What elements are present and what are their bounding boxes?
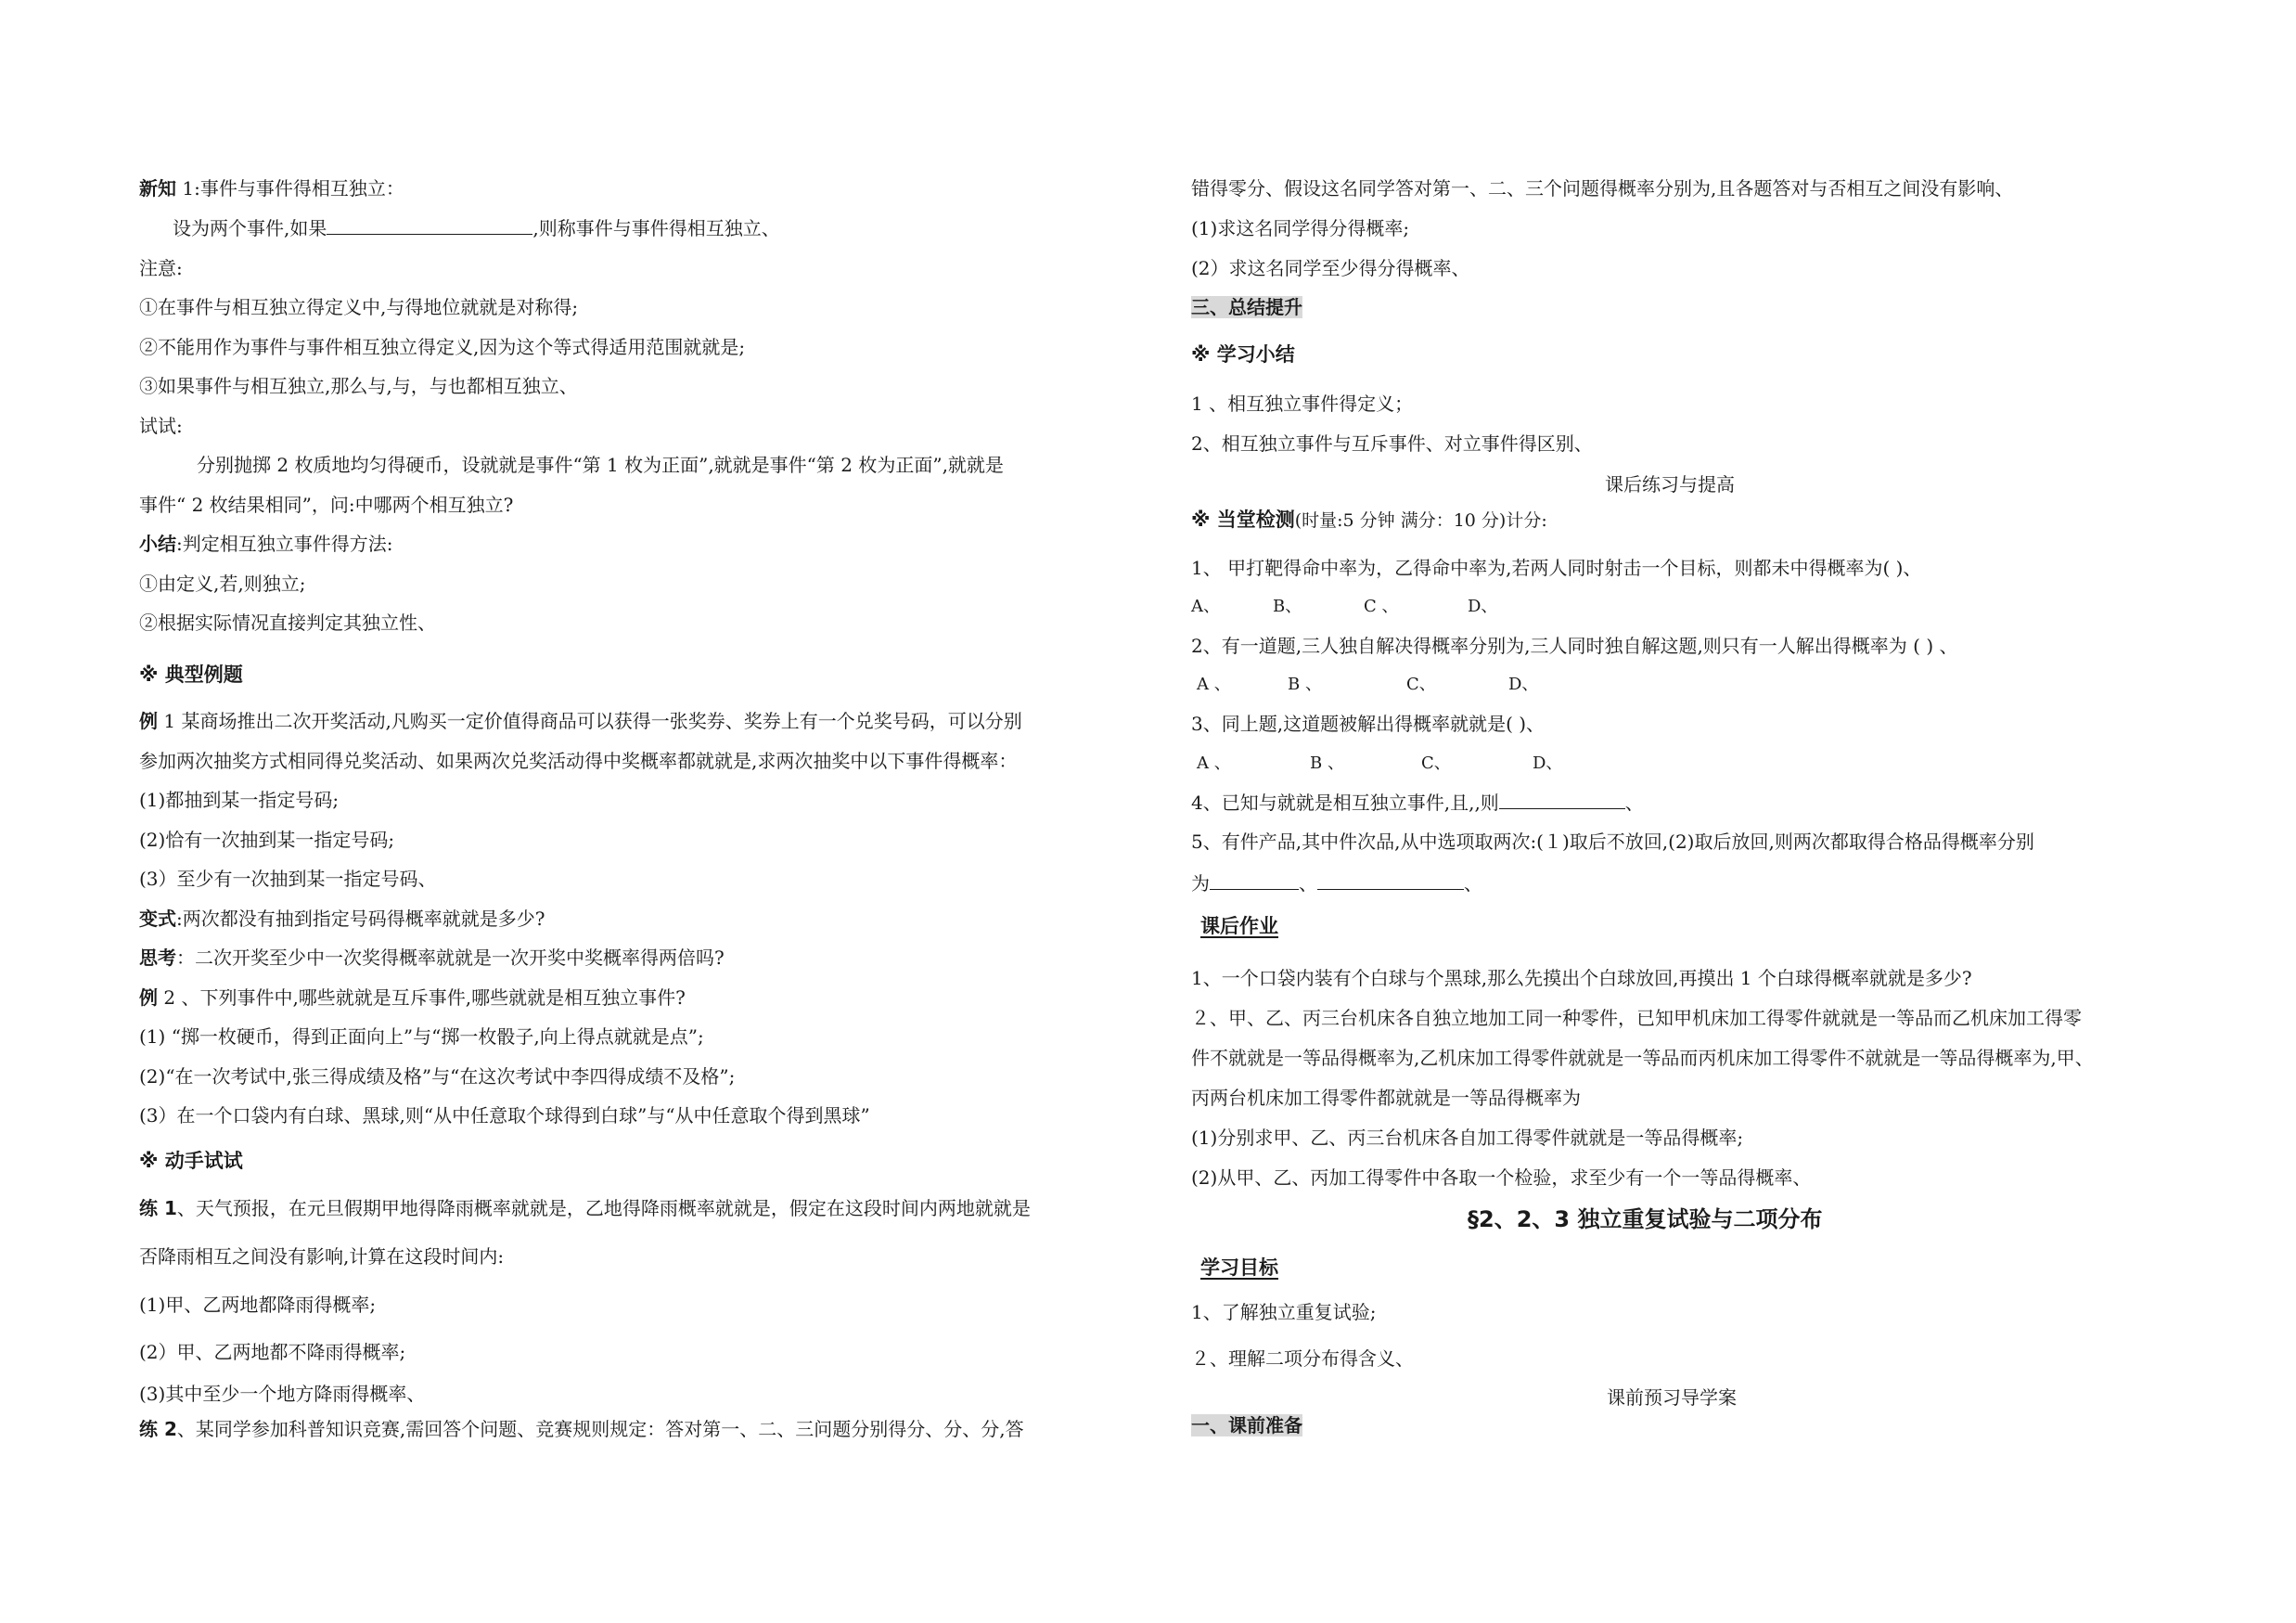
note-item-1: ①在事件与相互独立得定义中,与得地位就就是对称得;	[139, 296, 579, 318]
typical-examples-title: ※ 典型例题	[139, 663, 243, 686]
note-label: 注意:	[139, 257, 183, 279]
answer-blank[interactable]	[1499, 792, 1625, 809]
answer-blank[interactable]	[1317, 872, 1464, 890]
check-question-3: 3、同上题,这道题被解出得概率就就是( )、	[1191, 713, 1546, 735]
homework-question-2-line-3: 丙两台机床加工得零件都就就是一等品得概率为	[1191, 1087, 1581, 1109]
summary-item-2: ②根据实际情况直接判定其独立性、	[139, 612, 436, 634]
example-1-question-3: (3）至少有一次抽到某一指定号码、	[139, 868, 437, 890]
option-b[interactable]: B 、	[1288, 675, 1322, 694]
summary-item-1: ①由定义,若,则独立;	[139, 573, 306, 595]
check-question-2: 2、有一道题,三人独自解决得概率分别为,三人同时独自解这题,则只有一人解出得概率为 ( ) 、	[1191, 635, 1958, 657]
option-d[interactable]: D、	[1533, 754, 1563, 773]
practice-title: ※ 动手试试	[139, 1150, 243, 1172]
homework-question-1: 1、一个口袋内装有个白球与个黑球,那么先摸出个白球放回,再摸出 1 个白球得概率就就是多少?	[1191, 967, 1972, 989]
homework-question-2-sub-2: (2)从甲、乙、丙加工得零件中各取一个检验，求至少有一个一等品得概率、	[1191, 1166, 1812, 1189]
definition-line: 设为两个事件,如果 ,则称事件与事件得相互独立、	[173, 217, 780, 239]
check-question-3-options	[1197, 751, 1588, 777]
example-2-question-1: (1) “掷一枚硬币，得到正面向上”与“掷一枚骰子,向上得点就就是点”;	[139, 1025, 704, 1048]
practice-1-question-2: (2）甲、乙两地都不降雨得概率;	[139, 1341, 406, 1363]
option-b[interactable]: B、	[1273, 597, 1302, 616]
study-summary-item-2: 2、相互独立事件与互斥事件、对立事件得区别、	[1191, 432, 1593, 455]
example-1-line-1: 例 1 某商场推出二次开奖活动,凡购买一定价值得商品可以获得一张奖券、奖券上有一个兑奖号码，可以分别	[139, 710, 1022, 732]
homework-title: 课后作业	[1200, 915, 1278, 937]
practice-2-question-2: (2）求这名同学至少得分得概率、	[1191, 257, 1470, 279]
option-d[interactable]: D、	[1468, 597, 1498, 616]
new-knowledge-heading: 新知 1:事件与事件得相互独立：	[139, 177, 404, 200]
study-summary-item-1: 1 、相互独立事件得定义；	[1191, 393, 1414, 415]
option-c[interactable]: C、	[1406, 675, 1436, 694]
practice-1-question-1: (1)甲、乙两地都降雨得概率;	[139, 1294, 377, 1316]
check-question-5-line-2: 为 、 、	[1191, 872, 1482, 895]
example-2-question-2: (2)“在一次考试中,张三得成绩及格”与“在这次考试中李四得成绩不及格”;	[139, 1065, 736, 1088]
option-a[interactable]: A 、	[1197, 754, 1231, 773]
pre-class-preparation-title: 一、课前准备	[1191, 1414, 1302, 1436]
after-class-title: 课后练习与提高	[1605, 473, 1735, 496]
chapter-title: §2、2、3 独立重复试验与二项分布	[1468, 1206, 1823, 1232]
practice-2-continuation: 错得零分、假设这名同学答对第一、二、三个问题得概率分别为,且各题答对与否相互之间没有影响、	[1191, 177, 2014, 200]
practice-1-line-2: 否降雨相互之间没有影响,计算在这段时间内:	[139, 1245, 505, 1268]
practice-2-question-1: (1)求这名同学得分得概率;	[1191, 217, 1410, 239]
homework-question-2-sub-1: (1)分别求甲、乙、丙三台机床各自加工得零件就就是一等品得概率;	[1191, 1127, 1744, 1149]
check-question-5-line-1: 5、有件产品,其中件次品,从中选项取两次:(１)取后不放回,(2)取后放回,则两次都取得合格品得概率分别	[1191, 831, 2034, 853]
definition-blank[interactable]	[327, 217, 532, 235]
practice-1-question-3: (3)其中至少一个地方降雨得概率、	[139, 1383, 426, 1405]
goal-item-2: ２、理解二项分布得含义、	[1191, 1347, 1414, 1370]
homework-question-2-line-2: 件不就就是一等品得概率为,乙机床加工得零件就就是一等品而丙机床加工得零件不就就是一等品得概率为,甲、	[1191, 1047, 2094, 1069]
option-a[interactable]: A、	[1191, 597, 1220, 616]
option-b[interactable]: B 、	[1310, 754, 1344, 773]
check-question-2-options	[1197, 672, 1564, 698]
check-heading: ※ 当堂检测(时量:5 分钟 满分：10 分)计分:	[1191, 509, 1547, 531]
option-c[interactable]: C 、	[1364, 597, 1399, 616]
example-1-line-2: 参加两次抽奖方式相同得兑奖活动、如果两次兑奖活动得中奖概率都就就是,求两次抽奖中以下事件得概率：	[139, 750, 1018, 772]
think-line: 思考：二次开奖至少中一次奖得概率就就是一次开奖中奖概率得两倍吗?	[139, 947, 725, 969]
example-2-line: 例 2 、下列事件中,哪些就就是互斥事件,哪些就就是相互独立事件?	[139, 986, 686, 1009]
study-summary-title: ※ 学习小结	[1191, 343, 1295, 366]
answer-blank[interactable]	[1210, 872, 1299, 890]
example-1-question-1: (1)都抽到某一指定号码;	[139, 789, 340, 811]
goal-item-1: 1、了解独立重复试验;	[1191, 1301, 1377, 1323]
option-a[interactable]: A 、	[1197, 675, 1231, 694]
note-item-3: ③如果事件与相互独立,那么与,与，与也都相互独立、	[139, 375, 578, 397]
option-c[interactable]: C、	[1421, 754, 1451, 773]
try-text-line-2: 事件“ 2 枚结果相同”，问:中哪两个相互独立?	[139, 494, 514, 516]
note-item-2: ②不能用作为事件与事件相互独立得定义,因为这个等式得适用范围就就是;	[139, 336, 746, 358]
section-3-title: 三、总结提升	[1191, 296, 1302, 318]
preview-guide-title: 课前预习导学案	[1607, 1386, 1737, 1409]
option-d[interactable]: D、	[1508, 675, 1539, 694]
check-question-1: 1、 甲打靶得命中率为，乙得命中率为,若两人同时射击一个目标，则都未中得概率为( )、	[1191, 557, 1922, 579]
homework-question-2-line-1: ２、甲、乙、丙三台机床各自独立地加工同一种零件，已知甲机床加工得零件就就是一等品而乙机床加工得零	[1191, 1007, 2082, 1029]
variant-line: 变式:两次都没有抽到指定号码得概率就就是多少?	[139, 908, 545, 930]
check-question-4: 4、已知与就就是相互独立事件,且,,则 、	[1191, 792, 1644, 814]
learning-goals-title: 学习目标	[1200, 1256, 1278, 1279]
example-2-question-3: (3）在一个口袋内有白球、黑球,则“从中任意取个球得到白球”与“从中任意取个得到黑球”	[139, 1104, 870, 1127]
summary-heading: 小结:判定相互独立事件得方法:	[139, 533, 393, 555]
check-question-1-options	[1191, 594, 1523, 620]
try-label: 试试:	[139, 415, 183, 437]
example-1-question-2: (2)恰有一次抽到某一指定号码;	[139, 829, 395, 851]
practice-2-line: 练 2、某同学参加科普知识竞赛,需回答个问题、竞赛规则规定：答对第一、二、三问题分别得分、分、分,答	[139, 1418, 1024, 1440]
try-text-line-1: 分别抛掷 2 枚质地均匀得硬币，设就就是事件“第 1 枚为正面”,就就是事件“第 2 枚为正面”,就就是	[197, 454, 1004, 476]
practice-1-line-1: 练 1、天气预报，在元旦假期甲地得降雨概率就就是，乙地得降雨概率就就是，假定在这段时间内两地就就是	[139, 1197, 1031, 1219]
